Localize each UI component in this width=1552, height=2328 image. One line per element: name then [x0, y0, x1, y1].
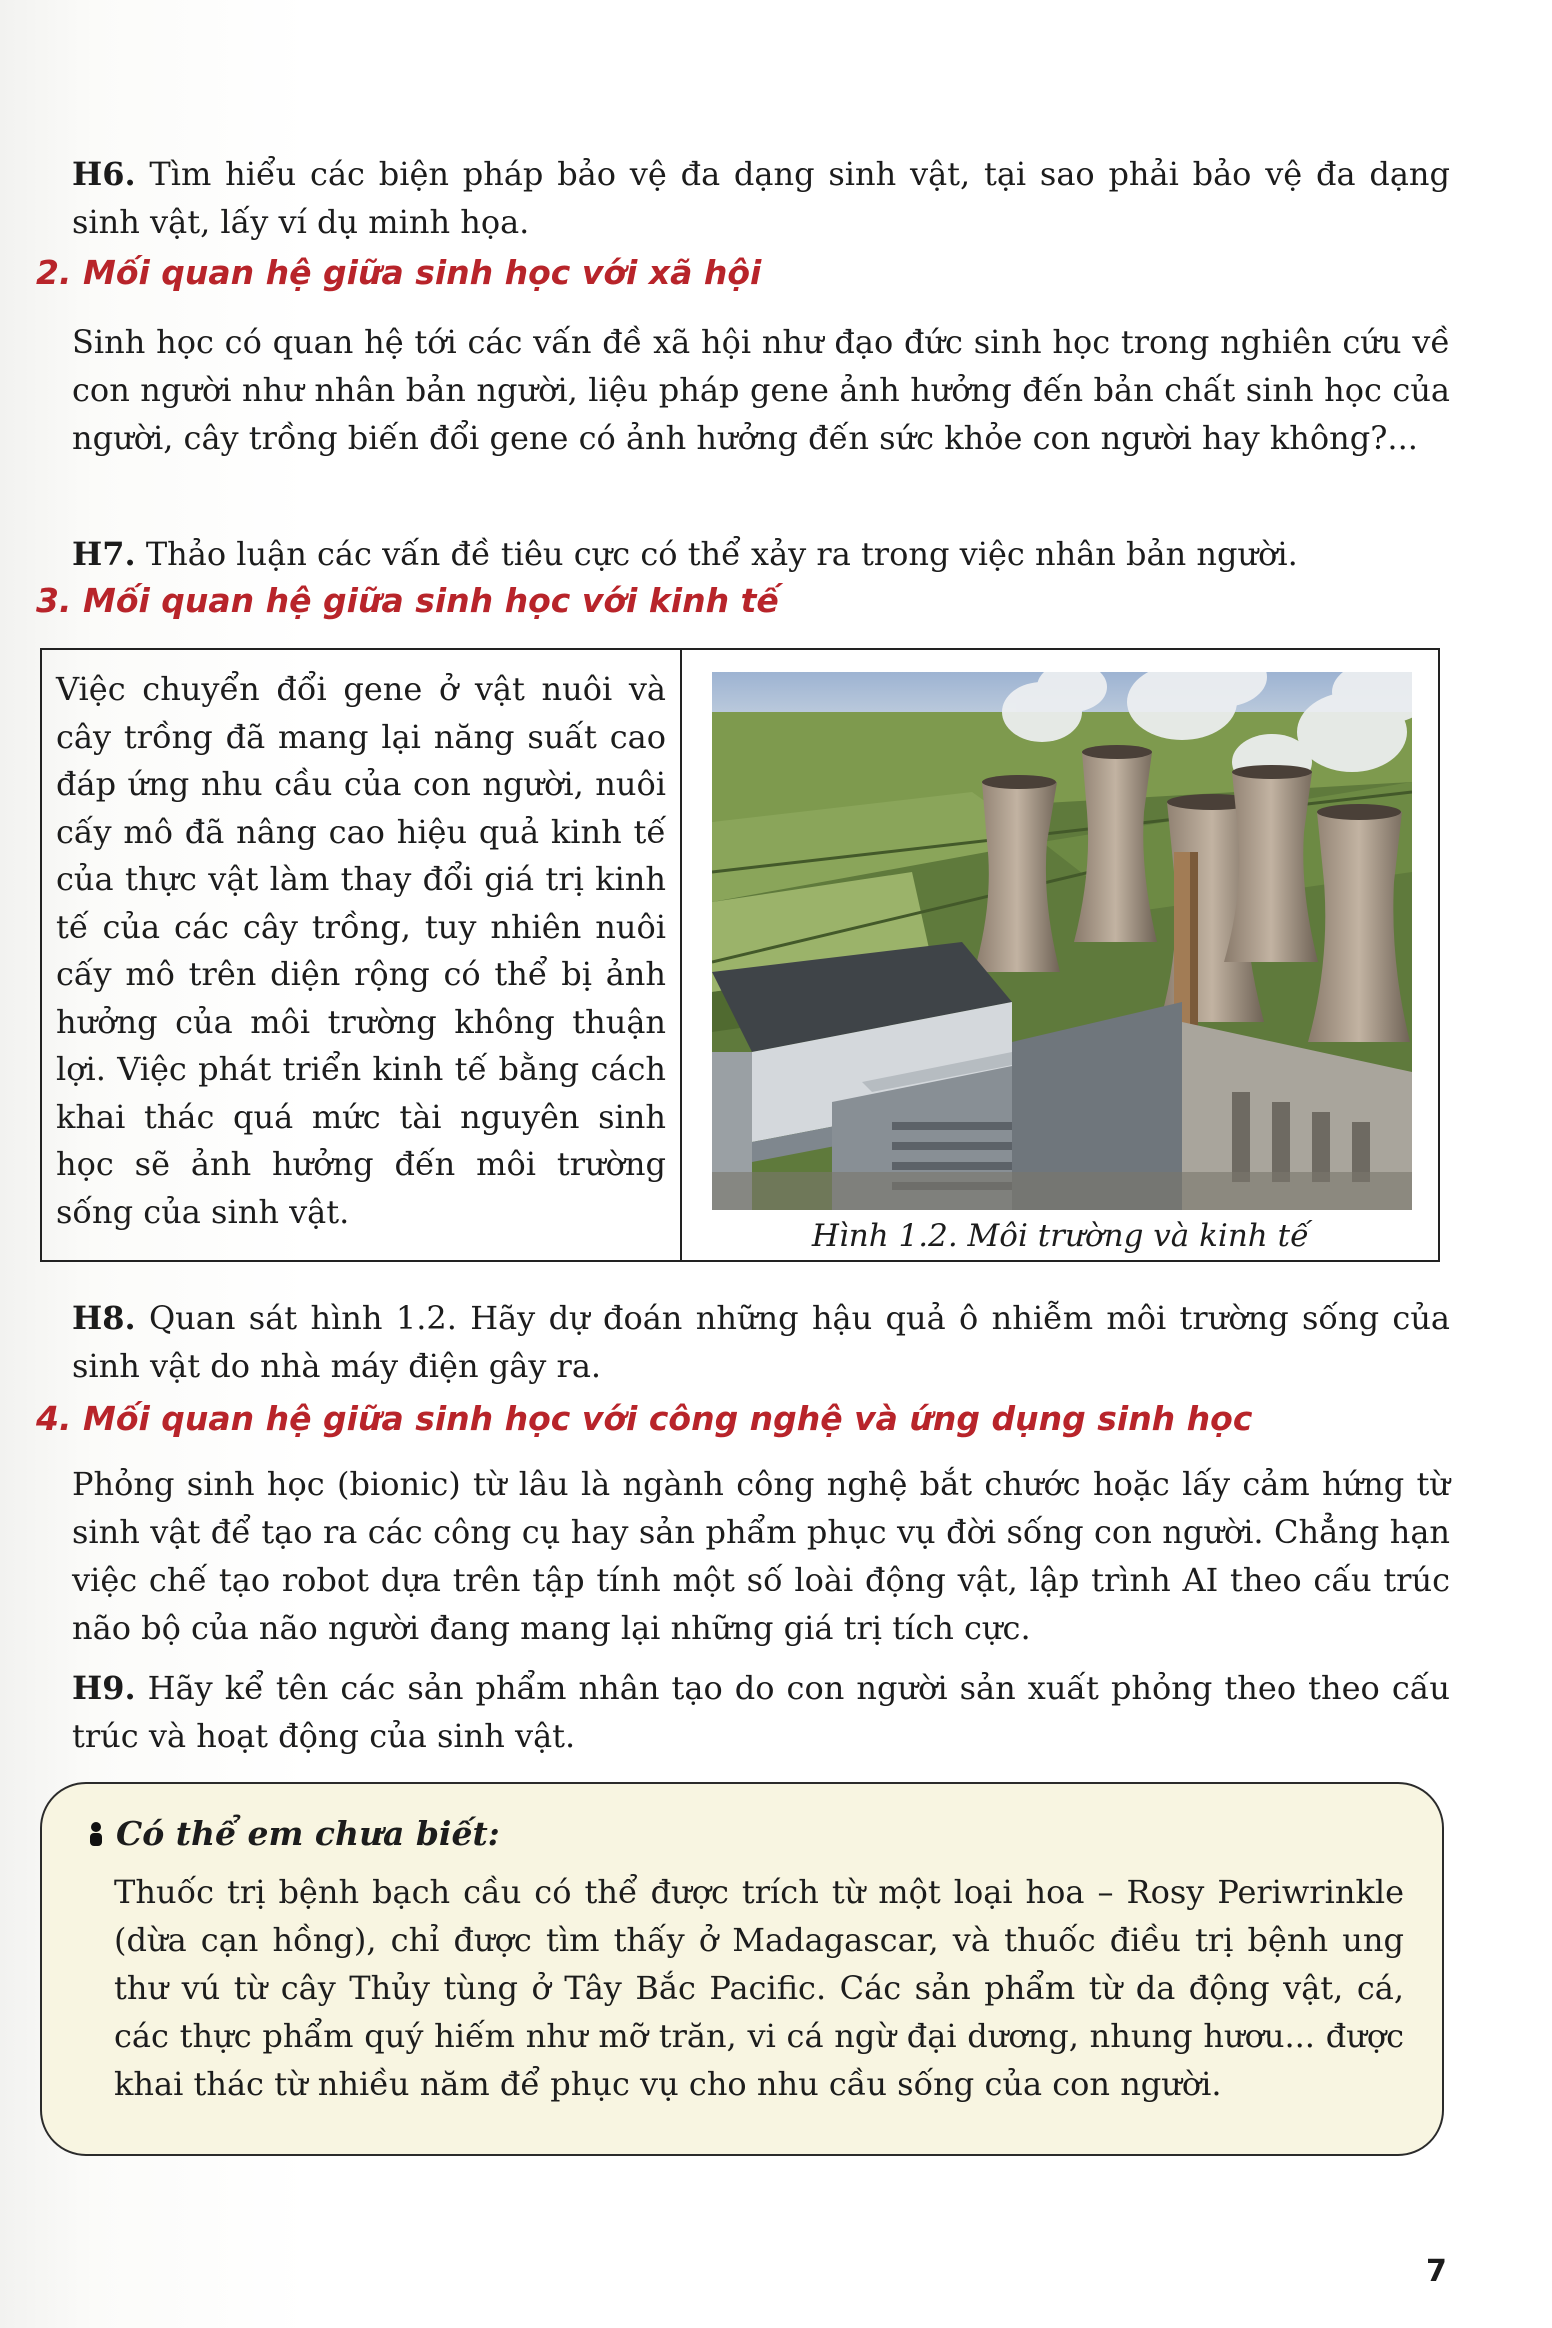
question-label: H8. [72, 1299, 136, 1337]
did-you-know-title-text: Có thể em chưa biết: [116, 1814, 500, 1853]
section-2-heading: 2. Mối quan hệ giữa sinh học với xã hội [36, 253, 762, 292]
question-label: H7. [72, 535, 136, 573]
page-number: 7 [1426, 2254, 1447, 2289]
power-plant-photo [712, 672, 1412, 1210]
question-text: Hãy kể tên các sản phẩm nhân tạo do con người sản xuất phỏng theo theo cấu trúc và hoạt động của sinh vật. [72, 1669, 1450, 1755]
question-label: H6. [72, 155, 136, 193]
section-4-body: Phỏng sinh học (bionic) từ lâu là ngành công nghệ bắt chước hoặc lấy cảm hứng từ sinh vật để tạo ra các công cụ hay sản phẩm phục vụ đời sống con người. Chẳng hạn việc chế tạo robot dựa trên tập tính một số loài động vật, lập trình AI theo cấu trúc não bộ của não người đang mang lại những giá trị tích cực. [72, 1465, 1450, 1647]
question-h8 [72, 1294, 1450, 1390]
did-you-know-box [40, 1782, 1444, 2156]
section-3-body: Việc chuyển đổi gene ở vật nuôi và cây trồng đã mang lại năng suất cao đáp ứng nhu cầu của con người, nuôi cấy mô đã nâng cao hiệu quả kinh tế của thực vật làm thay đổi giá trị kinh tế của các cây trồng, tuy nhiên nuôi cấy mô trên diện rộng có thể bị ảnh hưởng của môi trường không thuận lợi. Việc phát triển kinh tế bằng cách khai thác quá mức tài nguyên sinh học sẽ ảnh hưởng đến môi trường sống của sinh vật. [42, 650, 682, 1260]
info-bullet-icon [88, 1822, 104, 1846]
question-label: H9. [72, 1669, 136, 1707]
figure-caption: Hình 1.2. Môi trường và kinh tế [811, 1218, 1310, 1254]
section-2-body: Sinh học có quan hệ tới các vấn đề xã hội như đạo đức sinh học trong nghiên cứu về con người như nhân bản người, liệu pháp gene ảnh hưởng đến bản chất sinh học của người, cây trồng biến đổi gene có ảnh hưởng đến sức khỏe con người hay không?... [72, 323, 1450, 457]
economy-figure-box [40, 648, 1440, 1262]
did-you-know-title [88, 1812, 500, 1856]
question-h7 [72, 530, 1450, 578]
did-you-know-body: Thuốc trị bệnh bạch cầu có thể được trích từ một loại hoa – Rosy Periwrinkle (dừa cạn hồng), chỉ được tìm thấy ở Madagascar, và thuốc điều trị bệnh ung thư vú từ cây Thủy tùng ở Tây Bắc Pacific. Các sản phẩm từ da động vật, cá, các thực phẩm quý hiếm như mỡ trăn, vi cá ngừ đại dương, nhung hươu... được khai thác từ nhiều năm để phục vụ cho nhu cầu sống của con người. [114, 1873, 1404, 2103]
question-text: Quan sát hình 1.2. Hãy dự đoán những hậu quả ô nhiễm môi trường sống của sinh vật do nhà máy điện gây ra. [72, 1299, 1450, 1385]
question-h6 [72, 150, 1450, 246]
power-plant-illustration [712, 672, 1412, 1210]
question-text: Thảo luận các vấn đề tiêu cực có thể xảy ra trong việc nhân bản người. [135, 535, 1298, 573]
question-h9 [72, 1664, 1450, 1760]
section-3-heading: 3. Mối quan hệ giữa sinh học với kinh tế [36, 581, 779, 620]
figure-panel [682, 650, 1439, 1260]
section-4-heading: 4. Mối quan hệ giữa sinh học với công nghệ và ứng dụng sinh học [36, 1399, 1253, 1438]
question-text: Tìm hiểu các biện pháp bảo vệ đa dạng sinh vật, tại sao phải bảo vệ đa dạng sinh vật, lấy ví dụ minh họa. [72, 155, 1450, 241]
